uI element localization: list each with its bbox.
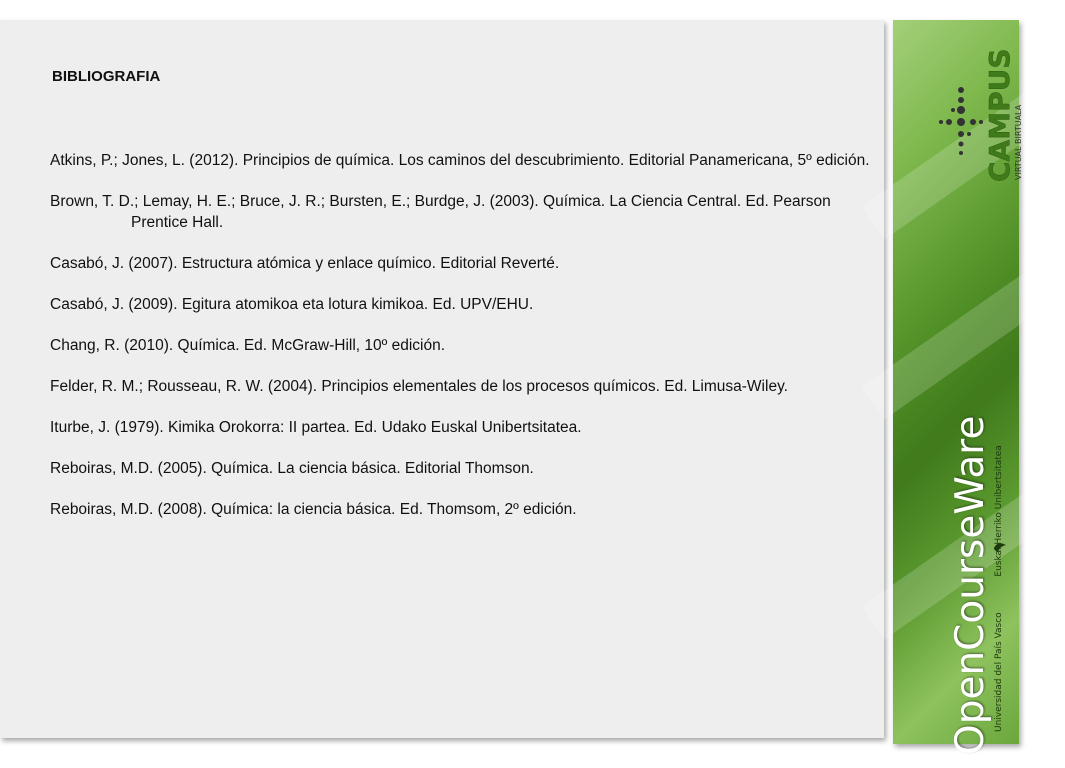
opencourseware-brand: OpenCourseWare bbox=[948, 415, 993, 755]
ocw-sidebar-banner bbox=[893, 20, 1023, 755]
bibliography-item: Brown, T. D.; Lemay, H. E.; Bruce, J. R.; Bursten, E.; Burdge, J. (2003). Química. La Ciencia Central. Ed. Pearson Prentice Hall. bbox=[50, 193, 831, 231]
bibliography-item: Casabó, J. (2007). Estructura atómica y enlace químico. Editorial Reverté. bbox=[50, 255, 560, 272]
bibliography-item: Felder, R. M.; Rousseau, R. W. (2004). Principios elementales de los procesos químicos. Ed. Limusa-Wiley. bbox=[50, 378, 788, 395]
university-name-es: Universidad del País Vasco bbox=[994, 612, 1004, 732]
bibliography-item: Chang, R. (2010). Química. Ed. McGraw-Hill, 10º edición. bbox=[50, 337, 446, 354]
bibliography-list bbox=[50, 150, 874, 540]
bibliography-item: Reboiras, M.D. (2008). Química: la ciencia básica. Ed. Thomsom, 2º edición. bbox=[50, 501, 577, 518]
bibliography-item: Reboiras, M.D. (2005). Química. La ciencia básica. Editorial Thomson. bbox=[50, 460, 534, 477]
campus-subtitle: VIRTUAL BIRTUALA bbox=[1014, 104, 1023, 180]
slide-panel bbox=[0, 20, 884, 738]
bibliography-item: Casabó, J. (2009). Egitura atomikoa eta lotura kimikoa. Ed. UPV/EHU. bbox=[50, 296, 534, 313]
bibliography-item: Atkins, P.; Jones, L. (2012). Principios de química. Los caminos del descubrimiento. Editorial Panamericana, 5º edición. bbox=[50, 152, 870, 169]
campus-name: CAMPUS bbox=[983, 48, 1016, 182]
bibliography-item: Iturbe, J. (1979). Kimika Orokorra: II partea. Ed. Udako Euskal Unibertsitatea. bbox=[50, 419, 582, 436]
university-name-eu: Euskal Herriko Unibertsitatea bbox=[994, 445, 1004, 577]
slide-title: BIBLIOGRAFIA bbox=[52, 68, 161, 85]
university-name bbox=[994, 445, 1004, 732]
decorative-streak bbox=[861, 261, 1064, 420]
campus-virtual-logo-icon bbox=[911, 40, 1023, 200]
